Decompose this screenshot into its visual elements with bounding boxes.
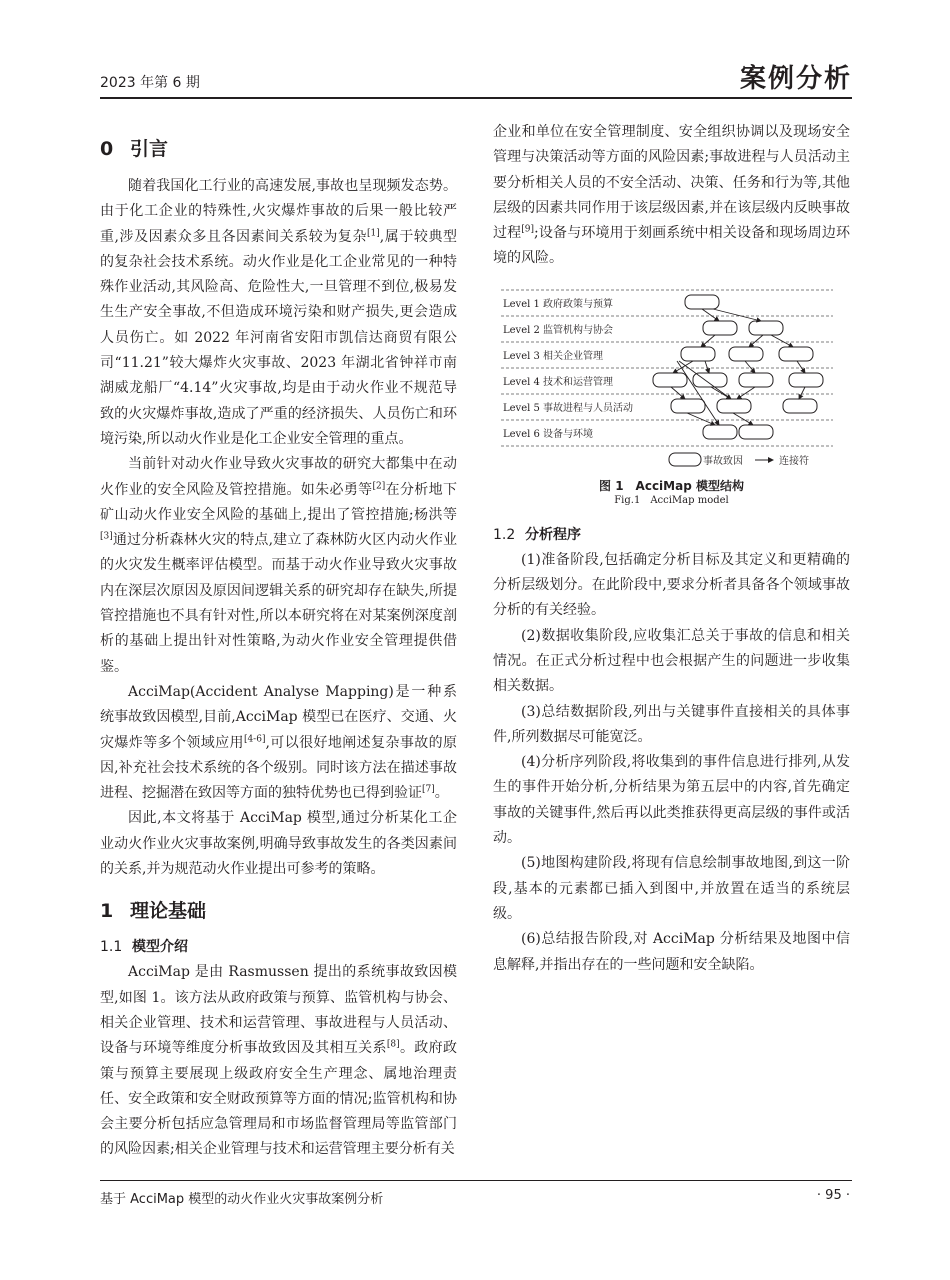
cause-node — [703, 321, 737, 335]
subsection-heading-procedure — [493, 522, 850, 548]
paragraph — [100, 960, 457, 1162]
cause-node — [703, 425, 737, 439]
citation: [9] — [521, 224, 535, 235]
cause-node — [685, 295, 719, 309]
legend-node-swatch — [669, 453, 701, 466]
level-label: Level 6 设备与环境 — [503, 428, 594, 440]
journal-issue: 2023 年第 6 期 — [100, 75, 200, 91]
text-run: 随着我国化工行业的高速发展,事故也呈现频发态势。由于化工企业的特殊性,火灾爆炸事故的后果一般比较严重,涉及因素众多且各因素间关系较为复杂 — [100, 178, 457, 245]
text-run: 当前针对动火作业导致火灾事故的研究大都集中在动火作业的安全风险及管控措施。如朱必勇等 — [100, 456, 457, 498]
section-heading-text: 引言 — [130, 138, 169, 160]
citation: [2] — [372, 480, 386, 491]
footer-divider — [100, 1180, 852, 1181]
subsection-heading-text: 模型介绍 — [132, 939, 188, 956]
procedure-step: (4)分析序列阶段,将收集到的事件信息进行排列,从发生的事件开始分析,分析结果为第五层中的内容,首先确定事故的关键事件,然后再以此类推获得更高层级的事件或活动。 — [493, 754, 850, 847]
cause-node — [681, 347, 715, 361]
cause-node — [729, 347, 763, 361]
text-run: ;设备与环境用于刻画系统中相关设备和现场周边环境的风险。 — [493, 225, 850, 267]
figure-accimap — [493, 286, 850, 508]
text-run: AcciMap 是由 Rasmussen 提出的系统事故致因模型,如图 1。该方法从政府政策与预算、监管机构与协会、相关企业管理、技术和运营管理、事故进程与人员活动、设备与环境等维度分析事故致因及其相互关系 — [100, 964, 457, 1057]
cause-node — [717, 399, 751, 413]
cause-node — [789, 373, 823, 387]
text-run: ,属于较典型的复杂社会技术系统。动火作业是化工企业常见的一种特殊作业活动,其风险高、危险性大,一旦管理不到位,极易发生生产安全事故,不但造成环境污染和财产损失,更会造成人员伤亡。如 2022 年河南省安阳市凯信达商贸有限公司“11.21”较大爆炸火灾事故、2023 年湖北省钟祥市南湖威龙船厂“4.14”火灾事故,均是由于动火作业不规范导致的火灾爆炸事故,造成了严重的经济损失、人员伤亡和环境污染,所以动火作业是化工企业安全管理的重点。 — [100, 228, 457, 447]
subsection-heading-model — [100, 934, 457, 960]
level-label: Level 3 相关企业管理 — [503, 350, 604, 362]
citation: [1] — [367, 227, 380, 238]
section-heading-text: 理论基础 — [130, 900, 207, 923]
right-column — [493, 120, 850, 978]
figure-caption: 图 1 AcciMap 模型结构 — [599, 478, 744, 493]
section-heading-theory — [100, 896, 457, 926]
procedure-step: (6)总结报告阶段,对 AcciMap 分析结果及地图中信息解释,并指出存在的一些问题和安全缺陷。 — [493, 931, 850, 973]
running-footer-title: 基于 AcciMap 模型的动火作业火灾事故案例分析 — [100, 1192, 384, 1207]
text-run: 在分析地下矿山动火作业安全风险的基础上,提出了管控措施;杨洪等 — [100, 481, 457, 523]
procedure-step: (5)地图构建阶段,将现有信息绘制事故地图,到这一阶段,基本的元素都已插入到图中,并放置在适当的系统层级。 — [493, 855, 850, 922]
cause-node — [783, 399, 817, 413]
cause-node — [739, 373, 773, 387]
citation: [3] — [100, 531, 113, 542]
text-run: AcciMap(Accident Analyse Mapping)是一种系统事故致因模型,目前,AcciMap 模型已在医疗、交通、火灾爆炸等多个领域应用 — [100, 683, 457, 751]
cause-node — [779, 347, 813, 361]
section-number: 0 — [100, 138, 114, 160]
section-number: 1 — [100, 900, 114, 923]
paragraph — [100, 174, 457, 452]
page-number: · 95 · — [816, 1188, 850, 1203]
cause-node — [671, 399, 705, 413]
level-label: Level 2 监管机构与协会 — [503, 324, 614, 336]
text-run: 。 — [434, 785, 449, 802]
procedure-step: (2)数据收集阶段,应收集汇总关于事故的信息和相关情况。在正式分析过程中也会根据产生的问题进一步收集相关数据。 — [493, 627, 850, 695]
citation: [8] — [386, 1039, 400, 1050]
text-run: ,可以很好地阐述复杂事故的原因,补充社会技术系统的各个级别。同时该方法在描述事故进程、挖掘潜在致因等方面的独特优势也已得到验证 — [100, 734, 458, 802]
procedure-step: (3)总结数据阶段,列出与关键事件直接相关的具体事件,所列数据尽可能宽泛。 — [493, 703, 850, 745]
figure-caption-en: Fig.1 AcciMap model — [614, 494, 729, 506]
level-label: Level 4 技术和运营管理 — [503, 376, 614, 388]
accimap-diagram — [493, 286, 850, 476]
paragraph — [100, 680, 457, 806]
paragraph — [100, 452, 457, 680]
text-run: 企业和单位在安全管理制度、安全组织协调以及现场安全管理与决策活动等方面的风险因素;事故进程与人员活动主要分析相关人员的不安全活动、决策、任务和行为等,其他层级的因素共同作用于该层级因素,并在该层级内反映事故过程 — [493, 124, 850, 242]
paragraph-continuation — [493, 120, 850, 272]
legend — [669, 453, 809, 467]
procedure-step: (1)准备阶段,包括确定分析目标及其定义和更精确的分析层级划分。在此阶段中,要求分析者具备各个领域事故分析的有关经验。 — [493, 551, 850, 619]
header-divider — [100, 97, 852, 99]
section-heading-intro — [100, 134, 457, 164]
cause-node — [653, 373, 687, 387]
citation: [7] — [422, 784, 435, 795]
section-title: 案例分析 — [739, 64, 852, 94]
subsection-number: 1.1 — [100, 939, 123, 956]
level-label: Level 5 事故进程与人员活动 — [503, 402, 634, 414]
cause-node — [739, 425, 773, 439]
text-run: 通过分析森林火灾的特点,建立了森林防火区内动火作业的火灾发生概率评估模型。而基于动火作业导致火灾事故内在深层次原因及原因间逻辑关系的研究却存在缺失,所提管控措施也不具有针对性,所以本研究将在对某案例深度剖析的基础上提出针对性策略,为动火作业安全管理提供借鉴。 — [100, 532, 457, 675]
subsection-number: 1.2 — [493, 526, 516, 543]
left-column — [100, 120, 457, 1163]
citation: [4-6] — [243, 733, 266, 744]
legend-node-label: 事故致因 — [703, 455, 743, 467]
text-run: 。政府政策与预算主要展现上级政府安全生产理念、属地治理责任、安全政策和安全财政预算等方面的情况;监管机构和协会主要分析包括应急管理局和市场监督管理局等监管部门的风险因素;相关企业管理与技术和运营管理主要分析有关 — [100, 1040, 457, 1158]
cause-node — [749, 321, 783, 335]
level-dividers — [501, 290, 833, 446]
subsection-heading-text: 分析程序 — [525, 526, 581, 543]
paragraph: 因此,本文将基于 AcciMap 模型,通过分析某化工企业动火作业火灾事故案例,明确导致事故发生的各类因素间的关系,并为规范动火作业提出可参考的策略。 — [100, 810, 457, 878]
legend-arrow-label: 连接符 — [779, 455, 809, 467]
level-label: Level 1 政府政策与预算 — [503, 298, 614, 310]
